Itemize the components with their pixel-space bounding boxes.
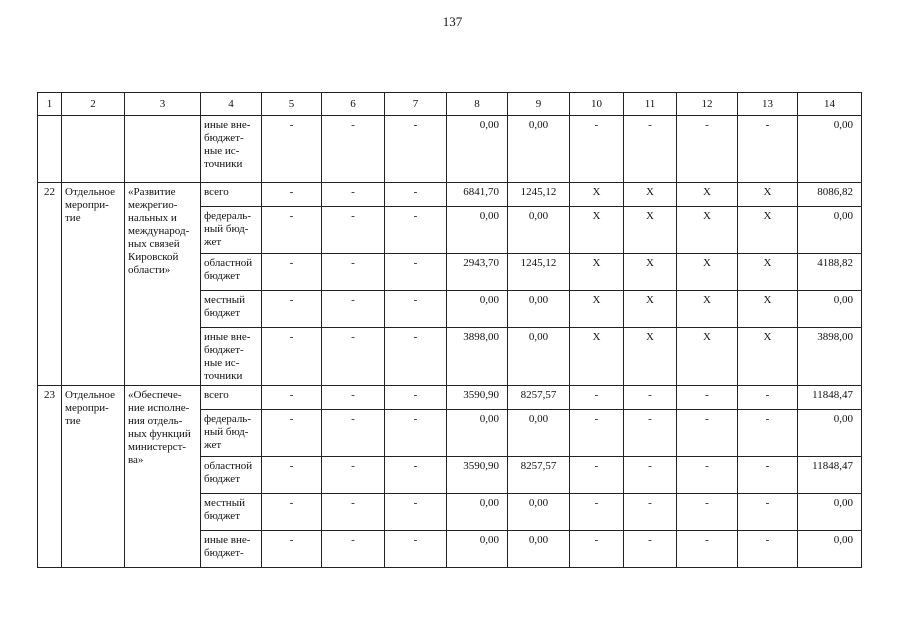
value-cell: -: [262, 116, 322, 183]
value-cell: -: [385, 531, 447, 568]
value-cell: -: [677, 494, 738, 531]
value-cell: -: [624, 410, 677, 457]
header-cell: 7: [385, 93, 447, 116]
header-cell: 2: [62, 93, 125, 116]
row-number-cell: 23: [38, 386, 62, 568]
value-cell: -: [624, 531, 677, 568]
value-cell: -: [738, 386, 798, 410]
value-cell: -: [385, 291, 447, 328]
value-cell: 0,00: [508, 291, 570, 328]
value-cell: -: [570, 457, 624, 494]
header-cell: 6: [322, 93, 385, 116]
value-cell: -: [385, 207, 447, 254]
value-cell: X: [738, 328, 798, 386]
value-cell: -: [738, 116, 798, 183]
event-name-cell: «Развитие межрегио-нальных и международ-ных связей Кировской области»: [125, 183, 201, 386]
funding-source-cell: федераль-ный бюд-жет: [201, 207, 262, 254]
value-cell: 1245,12: [508, 183, 570, 207]
value-cell: 0,00: [447, 531, 508, 568]
value-cell: -: [322, 494, 385, 531]
value-cell: -: [385, 457, 447, 494]
value-cell: 0,00: [508, 116, 570, 183]
value-cell: 0,00: [447, 207, 508, 254]
value-cell: X: [677, 254, 738, 291]
value-cell: -: [385, 328, 447, 386]
budget-table: [37, 92, 862, 568]
header-cell: 12: [677, 93, 738, 116]
value-cell: -: [322, 116, 385, 183]
header-cell: 13: [738, 93, 798, 116]
value-cell: -: [677, 410, 738, 457]
value-cell: 8257,57: [508, 386, 570, 410]
header-cell: 1: [38, 93, 62, 116]
value-cell: 0,00: [508, 207, 570, 254]
value-cell: -: [262, 328, 322, 386]
value-cell: 0,00: [447, 291, 508, 328]
value-cell: 0,00: [798, 494, 862, 531]
page-number: 137: [442, 14, 463, 29]
value-cell: 11848,47: [798, 457, 862, 494]
event-type-cell: [62, 116, 125, 183]
funding-source-cell: иные вне-бюджет-: [201, 531, 262, 568]
value-cell: X: [624, 183, 677, 207]
value-cell: -: [624, 386, 677, 410]
value-cell: -: [677, 531, 738, 568]
value-cell: 8086,82: [798, 183, 862, 207]
funding-source-cell: местный бюджет: [201, 494, 262, 531]
value-cell: 0,00: [447, 494, 508, 531]
value-cell: -: [677, 386, 738, 410]
value-cell: 0,00: [798, 207, 862, 254]
value-cell: -: [322, 207, 385, 254]
value-cell: X: [738, 207, 798, 254]
value-cell: -: [570, 494, 624, 531]
value-cell: X: [677, 328, 738, 386]
event-type-cell: Отдельное меропри-тие: [62, 386, 125, 568]
value-cell: 6841,70: [447, 183, 508, 207]
value-cell: 3590,90: [447, 457, 508, 494]
value-cell: -: [570, 531, 624, 568]
value-cell: -: [385, 494, 447, 531]
value-cell: 0,00: [508, 531, 570, 568]
value-cell: 4188,82: [798, 254, 862, 291]
value-cell: -: [677, 457, 738, 494]
value-cell: X: [570, 328, 624, 386]
value-cell: 0,00: [447, 116, 508, 183]
value-cell: X: [738, 291, 798, 328]
value-cell: -: [262, 183, 322, 207]
value-cell: X: [570, 254, 624, 291]
value-cell: 2943,70: [447, 254, 508, 291]
value-cell: -: [385, 410, 447, 457]
value-cell: 3898,00: [798, 328, 862, 386]
value-cell: X: [570, 291, 624, 328]
value-cell: -: [322, 291, 385, 328]
table-row: [38, 183, 862, 207]
funding-source-cell: всего: [201, 183, 262, 207]
value-cell: 0,00: [798, 291, 862, 328]
value-cell: -: [262, 291, 322, 328]
value-cell: 3898,00: [447, 328, 508, 386]
row-number-cell: 22: [38, 183, 62, 386]
header-cell: 5: [262, 93, 322, 116]
value-cell: -: [262, 494, 322, 531]
header-cell: 3: [125, 93, 201, 116]
value-cell: 0,00: [798, 531, 862, 568]
funding-source-cell: всего: [201, 386, 262, 410]
funding-source-cell: федераль-ный бюд-жет: [201, 410, 262, 457]
value-cell: -: [738, 457, 798, 494]
funding-source-cell: областной бюджет: [201, 457, 262, 494]
value-cell: X: [738, 254, 798, 291]
value-cell: 0,00: [508, 410, 570, 457]
value-cell: X: [570, 183, 624, 207]
value-cell: -: [738, 494, 798, 531]
header-cell: 4: [201, 93, 262, 116]
row-number-cell: [38, 116, 62, 183]
value-cell: -: [624, 457, 677, 494]
value-cell: 11848,47: [798, 386, 862, 410]
value-cell: -: [262, 386, 322, 410]
value-cell: -: [624, 494, 677, 531]
funding-source-cell: областной бюджет: [201, 254, 262, 291]
value-cell: -: [738, 531, 798, 568]
value-cell: X: [677, 291, 738, 328]
value-cell: 0,00: [798, 410, 862, 457]
value-cell: 0,00: [508, 328, 570, 386]
value-cell: -: [262, 410, 322, 457]
event-type-cell: Отдельное меропри-тие: [62, 183, 125, 386]
header-cell: 14: [798, 93, 862, 116]
value-cell: -: [322, 457, 385, 494]
value-cell: -: [385, 254, 447, 291]
event-name-cell: [125, 116, 201, 183]
value-cell: -: [322, 183, 385, 207]
value-cell: -: [624, 116, 677, 183]
value-cell: X: [570, 207, 624, 254]
value-cell: 0,00: [798, 116, 862, 183]
value-cell: -: [262, 207, 322, 254]
table-row: [38, 116, 862, 183]
funding-source-cell: местный бюджет: [201, 291, 262, 328]
value-cell: -: [738, 410, 798, 457]
funding-source-cell: иные вне-бюджет-ные ис-точники: [201, 328, 262, 386]
value-cell: -: [322, 410, 385, 457]
value-cell: -: [677, 116, 738, 183]
value-cell: -: [262, 254, 322, 291]
value-cell: 0,00: [447, 410, 508, 457]
value-cell: X: [738, 183, 798, 207]
column-number-row: [38, 93, 862, 116]
value-cell: X: [624, 207, 677, 254]
value-cell: 3590,90: [447, 386, 508, 410]
event-name-cell: «Обеспече-ние исполне-ния отдель-ных функций министерст-ва»: [125, 386, 201, 568]
value-cell: X: [677, 183, 738, 207]
header-cell: 10: [570, 93, 624, 116]
value-cell: -: [322, 386, 385, 410]
value-cell: -: [570, 386, 624, 410]
value-cell: 8257,57: [508, 457, 570, 494]
value-cell: -: [385, 386, 447, 410]
value-cell: -: [570, 116, 624, 183]
value-cell: -: [385, 116, 447, 183]
value-cell: X: [624, 328, 677, 386]
header-cell: 11: [624, 93, 677, 116]
value-cell: -: [322, 254, 385, 291]
value-cell: -: [570, 410, 624, 457]
header-cell: 9: [508, 93, 570, 116]
value-cell: -: [262, 531, 322, 568]
value-cell: 0,00: [508, 494, 570, 531]
value-cell: -: [322, 328, 385, 386]
value-cell: -: [262, 457, 322, 494]
value-cell: 1245,12: [508, 254, 570, 291]
value-cell: X: [624, 291, 677, 328]
table-body: [38, 93, 862, 568]
funding-source-cell: иные вне-бюджет-ные ис-точники: [201, 116, 262, 183]
value-cell: -: [322, 531, 385, 568]
value-cell: -: [385, 183, 447, 207]
header-cell: 8: [447, 93, 508, 116]
value-cell: X: [677, 207, 738, 254]
table-row: [38, 386, 862, 410]
value-cell: X: [624, 254, 677, 291]
